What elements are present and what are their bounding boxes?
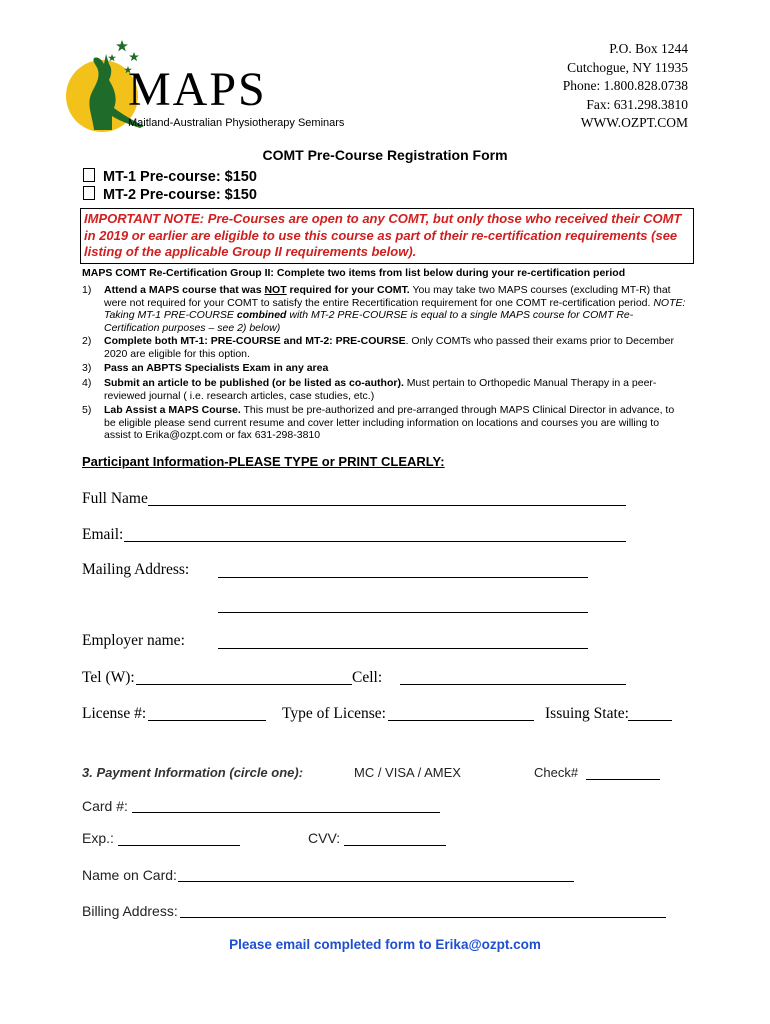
mailing-address-field-1[interactable] xyxy=(218,577,588,578)
billing-address-label: Billing Address: xyxy=(82,903,178,919)
item-text: You may take two MAPS courses (excluding MT-R) that were not required for your COMT to satisfy the entire Recertification requirement for one COMT re-certification period. xyxy=(104,284,671,309)
item-bold: required for your COMT. xyxy=(286,284,410,296)
employer-field[interactable] xyxy=(218,648,588,649)
payment-heading: 3. Payment Information (circle one): xyxy=(82,765,304,780)
check-label: Check# xyxy=(534,765,579,780)
footer-email-note: Please email completed form to Erika@ozpt.com xyxy=(229,937,541,952)
website-link[interactable]: WWW.OZPT.COM xyxy=(580,115,688,130)
item-number: 3) xyxy=(82,362,92,374)
mailing-address-label: Mailing Address: xyxy=(82,561,190,578)
card-number-label: Card #: xyxy=(82,798,128,814)
item-number: 5) xyxy=(82,404,92,416)
item-number: 4) xyxy=(82,377,92,389)
email-field[interactable] xyxy=(124,541,626,542)
requirement-item xyxy=(82,335,688,360)
item-number: 2) xyxy=(82,335,92,347)
item-italic: with MT-2 PRE-COURSE is equal to a single MAPS course for COMT Re-Certification purposes – see 2) below) xyxy=(104,309,634,334)
requirement-item xyxy=(82,362,688,375)
address-line: P.O. Box 1244 xyxy=(609,41,688,56)
cell-field[interactable] xyxy=(400,684,626,685)
course-label: MT-2 Pre-course: $150 xyxy=(103,187,257,203)
tel-field[interactable] xyxy=(136,684,352,685)
item-text: . Only COMTs who passed their exams prior to December 2020 are eligible for this option. xyxy=(104,335,675,360)
exp-label: Exp.: xyxy=(82,830,114,846)
address-line: Cutchogue, NY 11935 xyxy=(567,59,688,75)
phone-line: Phone: 1.800.828.0738 xyxy=(562,78,688,93)
item-italic-bold: combined xyxy=(236,309,287,321)
cvv-label: CVV: xyxy=(308,830,341,846)
brand-name: MAPS xyxy=(128,63,267,116)
group-heading: MAPS COMT Re-Certification Group II: Complete two items from list below during your re-certification period xyxy=(82,267,626,279)
requirement-item xyxy=(82,377,688,402)
item-bold: Complete both MT-1: PRE-COURSE and MT-2: PRE-COURSE xyxy=(104,335,406,347)
license-field[interactable] xyxy=(148,720,266,721)
requirement-item xyxy=(82,404,688,442)
item-bold: Attend a MAPS course that was xyxy=(104,284,265,296)
full-name-field[interactable] xyxy=(148,505,626,506)
requirement-item xyxy=(82,284,688,334)
item-bold: Submit an article to be published (or be listed as co-author). xyxy=(104,377,404,389)
fax-line: Fax: 631.298.3810 xyxy=(586,96,688,112)
license-type-field[interactable] xyxy=(388,720,534,721)
contact-address xyxy=(563,40,688,133)
issuing-state-field[interactable] xyxy=(628,720,672,721)
check-number-field[interactable] xyxy=(586,779,660,780)
item-bold-underline: NOT xyxy=(264,284,287,296)
form-title: COMT Pre-Course Registration Form xyxy=(262,147,508,163)
item-bold: Lab Assist a MAPS Course. xyxy=(104,404,241,416)
participant-heading: Participant Information-PLEASE TYPE or PRINT CLEARLY: xyxy=(82,454,445,469)
item-number: 1) xyxy=(82,284,92,296)
issuing-state-label: Issuing State: xyxy=(545,705,629,722)
brand-subtitle: Maitland-Australian Physiotherapy Seminars xyxy=(128,117,345,129)
mt1-checkbox[interactable] xyxy=(83,168,95,182)
employer-label: Employer name: xyxy=(82,632,185,649)
course-option-mt1[interactable] xyxy=(83,168,257,185)
license-label: License #: xyxy=(82,705,147,722)
item-text: Must pertain to Orthopedic Manual Therapy in a peer-reviewed journal ( i.e. research articles, case studies, etc.) xyxy=(104,377,657,402)
item-text: This must be pre-authorized and pre-arranged through MAPS Clinical Director in advance, to be eligible please send current resume and cover letter including information on locations and courses you are willing to assist to Erika@ozpt.com or fax 631-298-3810 xyxy=(104,404,675,441)
exp-field[interactable] xyxy=(118,845,240,846)
card-number-field[interactable] xyxy=(132,812,440,813)
full-name-label: Full Name xyxy=(82,490,148,507)
card-type-options[interactable]: MC / VISA / AMEX xyxy=(354,765,461,780)
name-on-card-label: Name on Card: xyxy=(82,867,177,883)
important-notice: IMPORTANT NOTE: Pre-Courses are open to any COMT, but only those who received their COMT in 2019 or earlier are eligible to use this course as part of their re-certification requirements (see listing of the applicable Group II requirements below). xyxy=(80,208,694,264)
course-label: MT-1 Pre-course: $150 xyxy=(103,169,257,185)
mt2-checkbox[interactable] xyxy=(83,186,95,200)
name-on-card-field[interactable] xyxy=(178,881,574,882)
item-bold: Pass an ABPTS Specialists Exam in any area xyxy=(104,362,329,374)
mailing-address-field-2[interactable] xyxy=(218,612,588,613)
cvv-field[interactable] xyxy=(344,845,446,846)
tel-label: Tel (W): xyxy=(82,669,135,686)
item-italic: NOTE: Taking MT-1 PRE-COURSE xyxy=(104,296,686,321)
license-type-label: Type of License: xyxy=(282,705,386,722)
cell-label: Cell: xyxy=(352,669,383,686)
course-option-mt2[interactable] xyxy=(83,186,257,203)
email-label: Email: xyxy=(82,526,124,543)
billing-address-field[interactable] xyxy=(180,917,666,918)
